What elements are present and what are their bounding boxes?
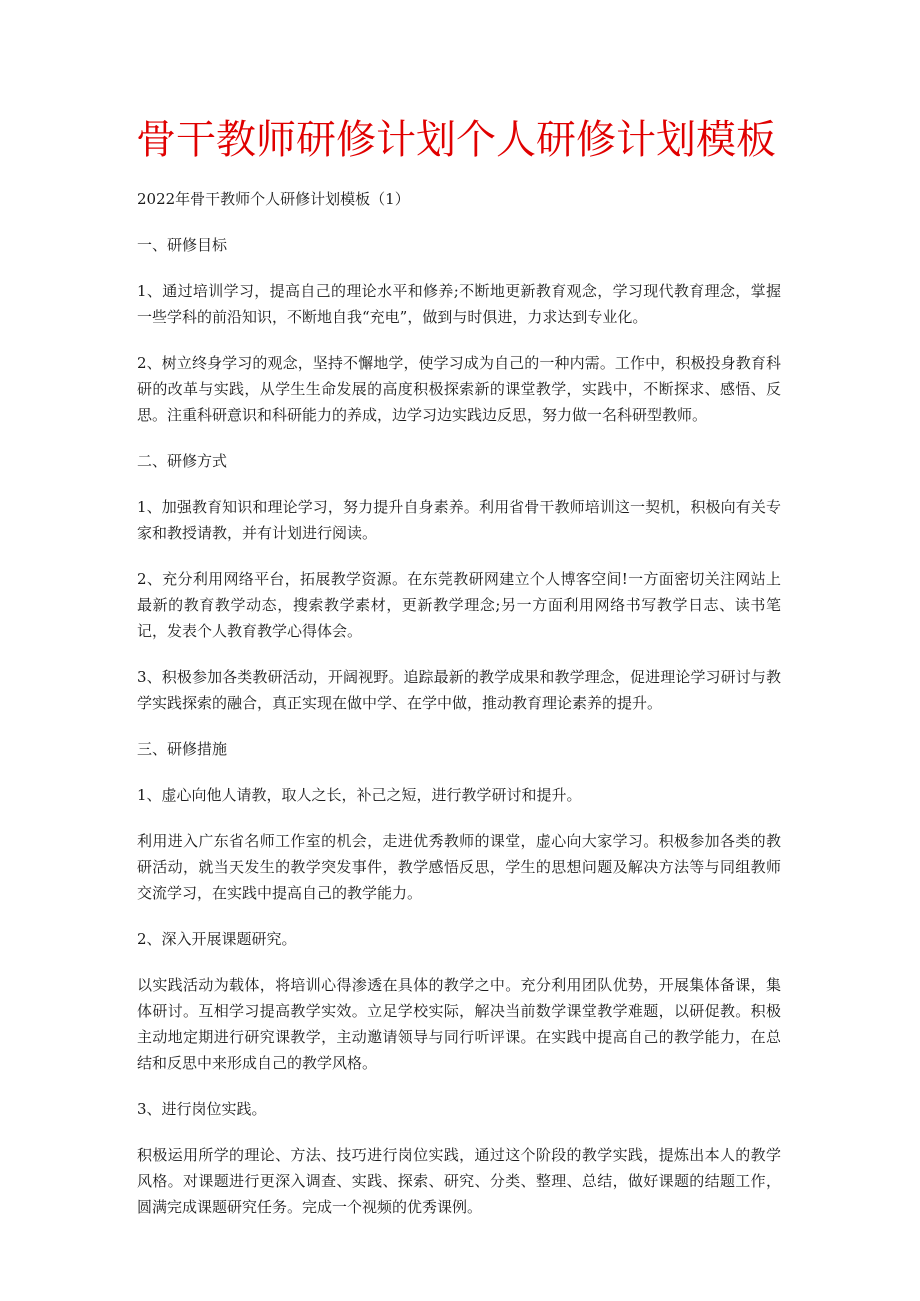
paragraph: 以实践活动为载体，将培训心得渗透在具体的教学之中。充分利用团队优势，开展集体备课，集体研讨。互相学习提高教学实效。立足学校实际，解决当前数学课堂教学难题，以研促教。积极主动地定期进行研究课教学，主动邀请领导与同行听评课。在实践中提高自己的教学能力，在总结和反思中来形成自己的教学风格。	[137, 976, 781, 1072]
section-heading-goals: 一、研修目标	[137, 236, 228, 254]
paragraph: 3、进行岗位实践。	[137, 1100, 267, 1118]
section-heading-methods: 二、研修方式	[137, 452, 228, 470]
paragraph: 3、积极参加各类教研活动，开阔视野。追踪最新的教学成果和教学理念，促进理论学习研讨与教学实践探索的融合，真正实现在做中学、在学中做，推动教育理论素养的提升。	[137, 668, 781, 712]
paragraph: 1、加强教育知识和理论学习，努力提升自身素养。利用省骨干教师培训这一契机，积极向有关专家和教授请教，并有计划进行阅读。	[137, 498, 781, 542]
paragraph: 积极运用所学的理论、方法、技巧进行岗位实践，通过这个阶段的教学实践，提炼出本人的教学风格。对课题进行更深入调查、实践、探索、研究、分类、整理、总结，做好课题的结题工作，圆满完成课题研究任务。完成一个视频的优秀课例。	[137, 1146, 781, 1216]
document-body	[137, 186, 781, 1240]
paragraph: 2、树立终身学习的观念，坚持不懈地学，使学习成为自己的一种内需。工作中，积极投身教育科研的改革与实践，从学生生命发展的高度积极探索新的课堂教学，实践中，不断探求、感悟、反思。注重科研意识和科研能力的养成，边学习边实践边反思，努力做一名科研型教师。	[137, 354, 781, 424]
paragraph: 利用进入广东省名师工作室的机会，走进优秀教师的课堂，虚心向大家学习。积极参加各类的教研活动，就当天发生的教学突发事件，教学感悟反思，学生的思想问题及解决方法等与同组教师交流学习，在实践中提高自己的教学能力。	[137, 832, 781, 902]
paragraph: 1、通过培训学习，提高自己的理论水平和修养;不断地更新教育观念，学习现代教育理念，掌握一些学科的前沿知识，不断地自我“充电”，做到与时俱进，力求达到专业化。	[137, 282, 781, 326]
paragraph: 2、充分利用网络平台，拓展教学资源。在东莞教研网建立个人博客空间!一方面密切关注网站上最新的教育教学动态，搜索教学素材，更新教学理念;另一方面利用网络书写教学日志、读书笔记，发表个人教育教学心得体会。	[137, 570, 781, 640]
paragraph: 2、深入开展课题研究。	[137, 930, 297, 948]
paragraph: 1、虚心向他人请教，取人之长，补己之短，进行教学研讨和提升。	[137, 786, 582, 804]
subtitle: 2022年骨干教师个人研修计划模板（1）	[137, 190, 410, 208]
section-heading-measures: 三、研修措施	[137, 740, 228, 758]
page-title: 骨干教师研修计划个人研修计划模板	[136, 117, 776, 163]
